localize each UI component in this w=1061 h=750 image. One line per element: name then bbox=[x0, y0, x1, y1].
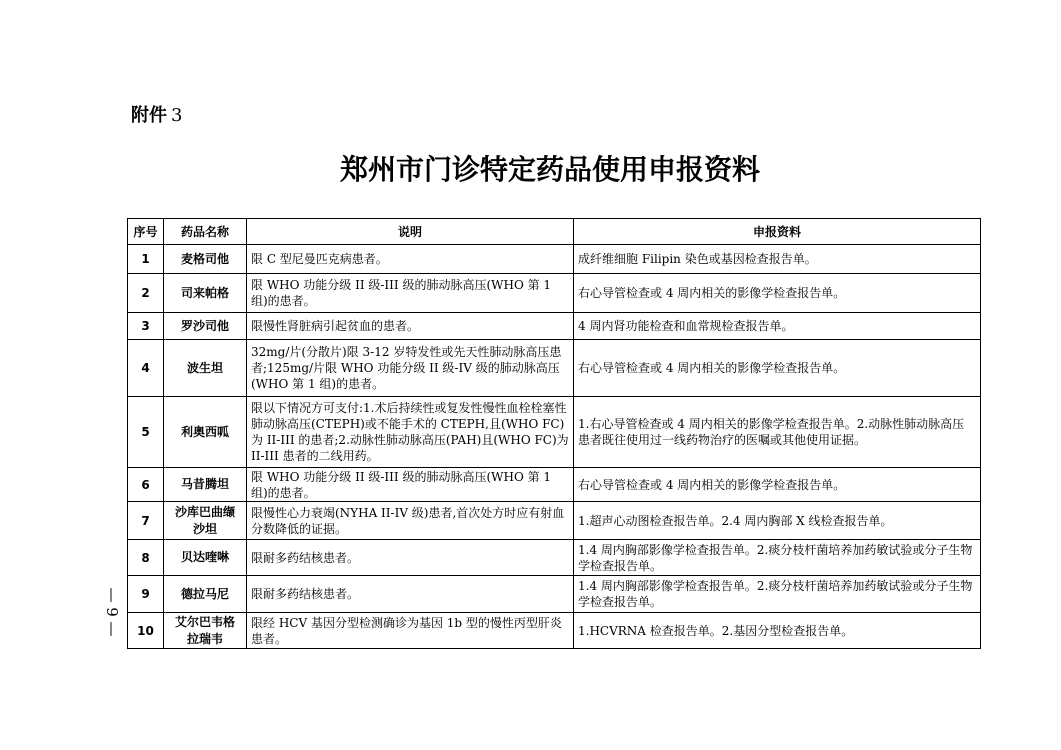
materials-cell: 1.HCVRNA 检查报告单。2.基因分型检查报告单。 bbox=[574, 613, 981, 649]
materials-cell: 1.4 周内胸部影像学检查报告单。2.痰分枝杆菌培养加药敏试验或分子生物学检查报告单。 bbox=[574, 540, 981, 576]
row-number-cell: 1 bbox=[128, 245, 164, 274]
drug-name-cell bbox=[164, 468, 247, 502]
row-number-cell: 5 bbox=[128, 397, 164, 468]
drug-name-cell bbox=[164, 613, 247, 649]
description-cell: 限经 HCV 基因分型检测确诊为基因 1b 型的慢性丙型肝炎患者。 bbox=[247, 613, 574, 649]
description-cell: 32mg/片(分散片)限 3-12 岁特发性或先天性肺动脉高压患者;125mg/片限 WHO 功能分级 II 级-IV 级的肺动脉高压(WHO 第 1 组)的患者。 bbox=[247, 340, 574, 397]
drug-name: 波生坦 bbox=[186, 360, 223, 375]
header-materials: 申报资料 bbox=[574, 219, 981, 245]
table-row bbox=[128, 313, 981, 340]
drug-name: 麦格司他 bbox=[180, 251, 229, 266]
header-drug-name: 药品名称 bbox=[164, 219, 247, 245]
description-cell: 限 WHO 功能分级 II 级-III 级的肺动脉高压(WHO 第 1 组)的患者。 bbox=[247, 274, 574, 313]
materials-cell: 4 周内肾功能检查和血常规检查报告单。 bbox=[574, 313, 981, 340]
drug-name-cell bbox=[164, 397, 247, 468]
drug-name-cell bbox=[164, 502, 247, 540]
drug-name: 利奥西呱 bbox=[180, 424, 229, 439]
table-row bbox=[128, 340, 981, 397]
table-row bbox=[128, 540, 981, 576]
drug-name: 贝达喹啉 bbox=[180, 550, 229, 564]
description-cell: 限慢性心力衰竭(NYHA II-IV 级)患者,首次处方时应有射血分数降低的证据。 bbox=[247, 502, 574, 540]
drug-name: 罗沙司他 bbox=[180, 318, 229, 333]
description-cell: 限 WHO 功能分级 II 级-III 级的肺动脉高压(WHO 第 1 组)的患者。 bbox=[247, 468, 574, 502]
row-number-cell: 9 bbox=[128, 576, 164, 613]
description-cell: 限慢性肾脏病引起贫血的患者。 bbox=[247, 313, 574, 340]
drug-name-cell bbox=[164, 313, 247, 340]
attachment-label bbox=[131, 104, 182, 128]
row-number-cell: 2 bbox=[128, 274, 164, 313]
materials-cell: 成纤维细胞 Filipin 染色或基因检查报告单。 bbox=[574, 245, 981, 274]
row-number-cell: 10 bbox=[128, 613, 164, 649]
row-number-cell: 6 bbox=[128, 468, 164, 502]
description-cell: 限 C 型尼曼匹克病患者。 bbox=[247, 245, 574, 274]
drug-name-cell bbox=[164, 540, 247, 576]
materials-cell: 右心导管检查或 4 周内相关的影像学检查报告单。 bbox=[574, 274, 981, 313]
page-title: 郑州市门诊特定药品使用申报资料 bbox=[339, 153, 760, 186]
drug-name: 艾尔巴韦格拉瑞韦 bbox=[174, 614, 235, 646]
materials-cell: 右心导管检查或 4 周内相关的影像学检查报告单。 bbox=[574, 468, 981, 502]
drug-name-cell bbox=[164, 576, 247, 613]
table-row bbox=[128, 274, 981, 313]
materials-cell: 1.右心导管检查或 4 周内相关的影像学检查报告单。2.动脉性肺动脉高压患者既往使用过一线药物治疗的医嘱或其他使用证据。 bbox=[574, 397, 981, 468]
row-number-cell: 8 bbox=[128, 540, 164, 576]
header-number: 序号 bbox=[128, 219, 164, 245]
attachment-number: 3 bbox=[171, 105, 183, 126]
attachment-word: 附件 bbox=[131, 105, 167, 126]
table-row bbox=[128, 613, 981, 649]
table-row bbox=[128, 576, 981, 613]
drug-name: 德拉马尼 bbox=[180, 586, 229, 601]
description-cell: 限以下情况方可支付:1.术后持续性或复发性慢性血栓栓塞性肺动脉高压(CTEPH)或不能手术的 CTEPH,且(WHO FC)为 II-III 的患者;2.动脉性肺动脉高压(PAH)且(WHO FC)为 II-III 患者的二线用药。 bbox=[247, 397, 574, 468]
drug-name: 沙库巴曲缬沙坦 bbox=[174, 504, 235, 536]
drug-name-cell bbox=[164, 274, 247, 313]
table-row bbox=[128, 397, 981, 468]
materials-cell: 1.4 周内胸部影像学检查报告单。2.痰分枝杆菌培养加药敏试验或分子生物学检查报告单。 bbox=[574, 576, 981, 613]
materials-cell: 右心导管检查或 4 周内相关的影像学检查报告单。 bbox=[574, 340, 981, 397]
description-cell: 限耐多药结核患者。 bbox=[247, 540, 574, 576]
table-row bbox=[128, 468, 981, 502]
drug-materials-table bbox=[127, 218, 981, 649]
drug-name-cell bbox=[164, 245, 247, 274]
drug-name: 司来帕格 bbox=[180, 285, 229, 300]
header-description: 说明 bbox=[247, 219, 574, 245]
table-row bbox=[128, 245, 981, 274]
drug-name: 马昔腾坦 bbox=[180, 477, 229, 491]
table-row bbox=[128, 502, 981, 540]
row-number-cell: 4 bbox=[128, 340, 164, 397]
drug-name-cell bbox=[164, 340, 247, 397]
row-number-cell: 7 bbox=[128, 502, 164, 540]
description-cell: 限耐多药结核患者。 bbox=[247, 576, 574, 613]
materials-cell: 1.超声心动图检查报告单。2.4 周内胸部 X 线检查报告单。 bbox=[574, 502, 981, 540]
table-header-row bbox=[128, 219, 981, 245]
row-number-cell: 3 bbox=[128, 313, 164, 340]
page-number: — 9 — bbox=[103, 587, 121, 637]
